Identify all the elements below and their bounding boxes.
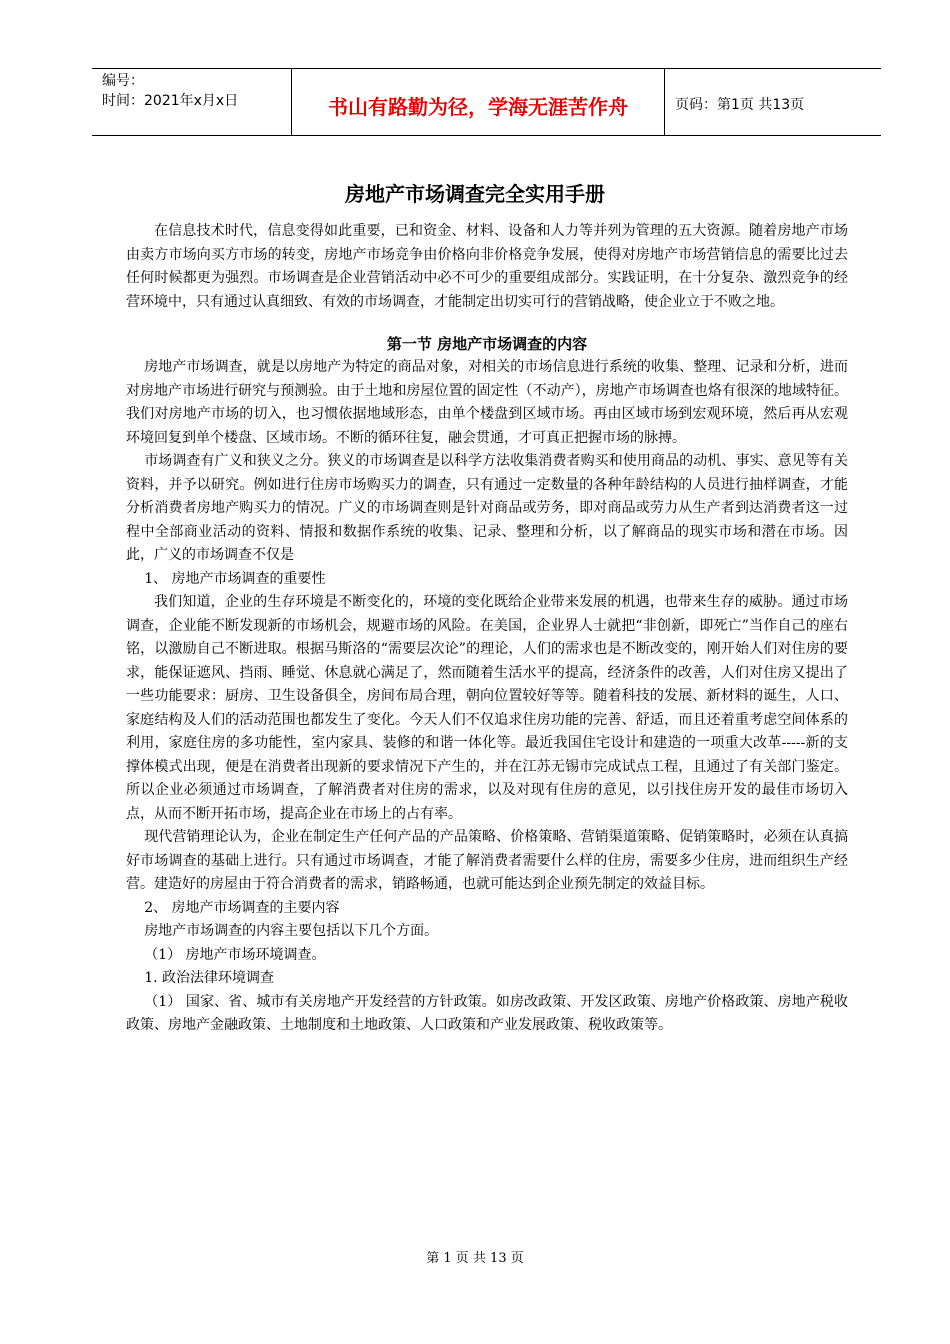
body-paragraph: 我们知道，企业的生存环境是不断变化的，环境的变化既给企业带来发展的机遇，也带来生存的威胁。通过市场调查，企业能不断发现新的市场机会，规避市场的风险。在美国，企业界人士就把“非创新，即死亡”当作自己的座右铭，以激励自己不断进取。根据马斯洛的“需要层次论”的理论，人们的需求也是不断改变的，刚开始人们对住房的要求，能保证遮风、挡雨、睡觉、休息就心满足了，然而随着生活水平的提高，经济条件的改善，人们对住房又提出了一些功能要求：厨房、卫生设备俱全，房间布局合理，朝向位置较好等等。随着科技的发展、新材料的诞生，人口、家庭结构及人们的活动范围也都发生了变化。今天人们不仅追求住房功能的完善、舒适，而且还着重考虑空间体系的利用，家庭住房的多功能性，室内家具、装修的和谐一体化等。最近我国住宅设计和建造的一项重大改革-----新的支撑体模式出现，便是在消费者出现新的要求情况下产生的，并在江苏无锡市完成试点工程，且通过了有关部门鉴定。所以企业必须通过市场调查，了解消费者对住房的需求，以及对现有住房的意见，以引找住房开发的最佳市场切入点，从而不断开拓市场，提高企业在市场上的占有率。 (126, 594, 848, 822)
item-heading: 1、 房地产市场调查的重要性 (144, 570, 326, 587)
body-paragraph: 房地产市场调查，就是以房地产为特定的商品对象，对相关的市场信息进行系统的收集、整理、记录和分析，进而对房地产市场进行研究与预测验。由于土地和房屋位置的固定性（不动产），房地产市场调查也烙有很深的地域特征。我们对房地产市场的切入，也习惯依据地域形态，由单个楼盘到区域市场。再由区域市场到宏观环境，然后再从宏观环境回复到单个楼盘、区域市场。不断的循环往复，融会贯通，才可真正把握市场的脉搏。 (126, 359, 848, 446)
body-paragraph: 市场调查有广义和狭义之分。狭义的市场调查是以科学方法收集消费者购买和使用商品的动机、事实、意见等有关资料，并予以研究。例如进行住房市场购买力的调查，只有通过一定数量的各种年龄结构的人员进行抽样调查，才能分析消费者房地产购买力的情况。广义的市场调查则是针对商品或劳务，即对商品或劳力从生产者到达消费者这一过程中全部商业活动的资料、情报和数据作系统的收集、记录、整理和分析，以了解商品的现实市场和潜在市场。因此，广义的市场调查不仅是 (126, 453, 848, 563)
header-page-info: 页码：第1页 共13页 (675, 97, 805, 113)
body-paragraph: （1） 国家、省、城市有关房地产开发经营的方针政策。如房改政策、开发区政策、房地产价格政策、房地产税收政策、房地产金融政策、土地制度和土地政策、人口政策和产业发展政策、税收政策等。 (126, 993, 848, 1033)
body-paragraph: 现代营销理论认为，企业在制定生产任何产品的产品策略、价格策略、营销渠道策略、促销策略时，必须在认真搞好市场调查的基础上进行。只有通过市场调查，才能了解消费者需要什么样的住房，需要多少住房，进而组织生产经营。建造好的房屋由于符合消费者的需求，销路畅通，也就可能达到企业预先制定的效益目标。 (126, 829, 848, 892)
sub-heading: 1. 政治法律环境调查 (144, 970, 274, 986)
header-motto: 书山有路勤为径，学海无涯苦作舟 (328, 95, 628, 119)
sub-heading: （1） 房地产市场环境调查。 (144, 946, 326, 963)
document-title: 房地产市场调查完全实用手册 (345, 182, 605, 206)
header-page-cell (665, 69, 881, 135)
intro-paragraph: 在信息技术时代，信息变得如此重要，已和资金、材料、设备和人力等并列为管理的五大资源。随着房地产市场由卖方市场向买方市场的转变，房地产市场竞争由价格向非价格竞争发展，使得对房地产市场营销信息的需要比过去任何时候都更为强烈。市场调查是企业营销活动中必不可少的重要组成部分。实践证明，在十分复杂、激烈竞争的经营环境中，只有通过认真细致、有效的市场调查，才能制定出切实可行的营销战略，使企业立于不败之地。 (126, 223, 848, 310)
section-heading: 第一节 房地产市场调查的内容 (386, 335, 588, 353)
page-footer: 第 1 页 共 13 页 (426, 1251, 524, 1266)
code-label: 编号： (102, 73, 144, 89)
document-body (126, 220, 848, 1038)
header-left-cell (92, 69, 292, 135)
item-heading: 2、 房地产市场调查的主要内容 (144, 899, 340, 916)
body-paragraph: 房地产市场调查的内容主要包括以下几个方面。 (144, 923, 439, 939)
time-label: 时间：2021年x月x日 (102, 93, 239, 109)
header-motto-cell (292, 69, 665, 135)
header-table (92, 68, 881, 136)
